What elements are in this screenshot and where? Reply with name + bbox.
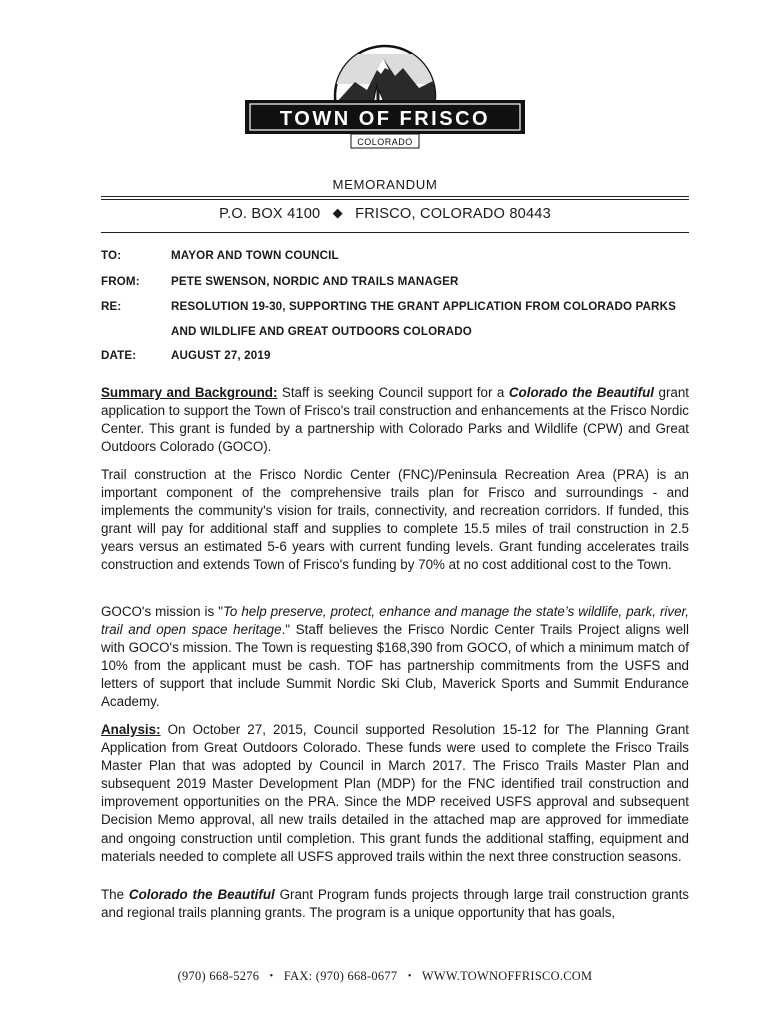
footer-contact <box>0 969 770 984</box>
logo-title: TOWN OF FRISCO <box>279 108 491 130</box>
from-value: PETE SWENSON, NORDIC AND TRAILS MANAGER <box>171 275 459 288</box>
po-box: P.O. BOX 4100 <box>219 206 321 222</box>
summary-heading: Summary and Background: <box>101 385 278 400</box>
from-key: FROM: <box>101 275 140 288</box>
bullet-separator-icon: • <box>269 971 274 982</box>
top-rule-double <box>101 199 689 200</box>
analysis-paragraph: Analysis: On October 27, 2015, Council supported Resolution 15-12 for The Planning Grant Application from Great Outdoors Colorado. These funds were used to complete the Frisco Trails Master Plan that was adopted by Council in March 2017. The Frisco Trails Master Plan and subsequent 2019 Master Development Plan (MDP) for the FNC identified trail construction and improvement opportunities on the PRA. Since the MDP received USFS approval and subsequent Decision Memo approval, all new trails detailed in the attached map are approved for immediate and ongoing construction until completion. This grant funds the additional staffing, equipment and materials needed to complete all USFS approved trails within the next three construction seasons. <box>101 722 689 864</box>
top-rule <box>101 196 689 197</box>
address-rule <box>101 232 689 233</box>
date-key: DATE: <box>101 349 137 362</box>
re-value-line1: RESOLUTION 19-30, SUPPORTING THE GRANT APPLICATION FROM COLORADO PARKS <box>171 300 676 313</box>
town-of-frisco-logo <box>243 44 527 162</box>
analysis-heading: Analysis: <box>101 722 161 737</box>
memorandum-label: MEMORANDUM <box>332 177 438 192</box>
goco-mission-paragraph: GOCO's mission is "To help preserve, protect, enhance and manage the state’s wildlife, park, river, trail and open space heritage." Staff believes the Frisco Nordic Center Trails Project aligns well with GOCO's mission. The Town is requesting $168,390 from GOCO, of which a minimum match of 10% from the applicant must be cash. TOF has partnership commitments from the USFS and letters of support that include Summit Nordic Ski Club, Maverick Sports and Summit Endurance Academy. <box>101 604 689 710</box>
summary-paragraph: Summary and Background: Staff is seeking Council support for a Colorado the Beautiful grant application to support the Town of Frisco's trail construction and enhancements at the Frisco Nordic Center. This grant is funded by a partnership with Colorado Parks and Wildlife (CPW) and Great Outdoors Colorado (GOCO). <box>101 385 690 455</box>
to-value: MAYOR AND TOWN COUNCIL <box>171 249 339 262</box>
diamond-separator-icon: ◆ <box>332 205 343 220</box>
grant-program-paragraph: The Colorado the Beautiful Grant Program funds projects through large trail construction grants and regional trails planning grants. The program is a unique opportunity that has goals, <box>101 887 689 921</box>
footer-website: WWW.TOWNOFFRISCO.COM <box>421 969 593 983</box>
footer-fax: FAX: (970) 668-0677 <box>283 969 398 983</box>
address-line <box>0 206 770 222</box>
city-state-zip: FRISCO, COLORADO 80443 <box>355 206 551 222</box>
date-value: AUGUST 27, 2019 <box>171 349 271 362</box>
trail-construction-paragraph: Trail construction at the Frisco Nordic Center (FNC)/Peninsula Recreation Area (PRA) is an important component of the comprehensive trails plan for Frisco and surroundings - and implements the community's vision for trails, connectivity, and recreation corridors. If funded, this grant will pay for additional staff and supplies to complete 15.5 miles of trail construction in 2.5 years versus an estimated 5-6 years with current funding levels. Grant funding accelerates trails construction and extends Town of Frisco's funding by 70% at no cost additional cost to the Town. <box>101 467 689 573</box>
re-value-line2: AND WILDLIFE AND GREAT OUTDOORS COLORADO <box>171 325 472 338</box>
bullet-separator-icon: • <box>407 971 412 982</box>
logo-subtitle: COLORADO <box>357 137 413 147</box>
footer-phone: (970) 668-5276 <box>177 969 260 983</box>
to-key: TO: <box>101 249 122 262</box>
re-key: RE: <box>101 300 122 313</box>
